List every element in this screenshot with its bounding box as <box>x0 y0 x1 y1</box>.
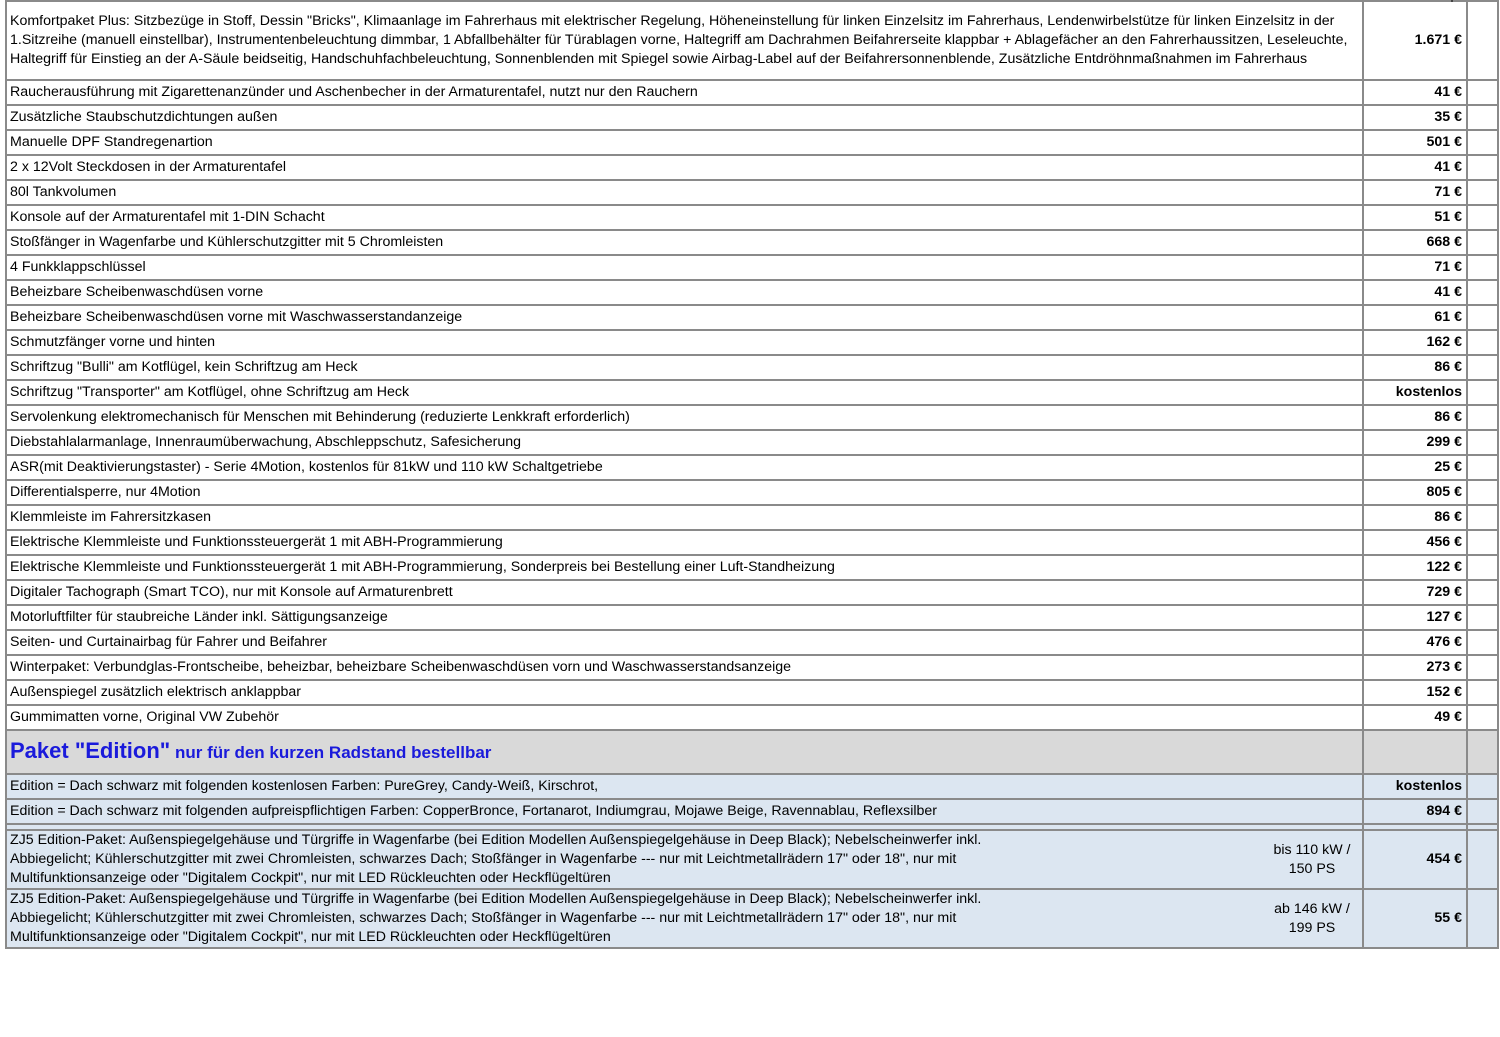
empty-cell <box>1467 330 1498 355</box>
table-row <box>6 655 1498 680</box>
option-description: Außenspiegel zusätzlich elektrisch anklappbar <box>6 680 1363 705</box>
table-row <box>6 80 1498 105</box>
option-description: Seiten- und Curtainairbag für Fahrer und Beifahrer <box>6 630 1363 655</box>
option-description: Edition = Dach schwarz mit folgenden kostenlosen Farben: PureGrey, Candy-Weiß, Kirschrot, <box>6 774 1363 799</box>
option-price: 41 € <box>1363 155 1467 180</box>
option-description-cell <box>6 889 1363 948</box>
option-description: Schriftzug "Transporter" am Kotflügel, ohne Schriftzug am Heck <box>6 380 1363 405</box>
table-row <box>6 580 1498 605</box>
option-description: Elektrische Klemmleiste und Funktionssteuergerät 1 mit ABH-Programmierung <box>6 530 1363 555</box>
empty-cell <box>1467 105 1498 130</box>
option-description: Klemmleiste im Fahrersitzkasen <box>6 505 1363 530</box>
table-row <box>6 455 1498 480</box>
empty-cell <box>1467 630 1498 655</box>
empty-cell <box>1467 774 1498 799</box>
option-description: Digitaler Tachograph (Smart TCO), nur mit Konsole auf Armaturenbrett <box>6 580 1363 605</box>
option-description: Stoßfänger in Wagenfarbe und Kühlerschutzgitter mit 5 Chromleisten <box>6 230 1363 255</box>
empty-cell <box>1467 430 1498 455</box>
option-description: Differentialsperre, nur 4Motion <box>6 480 1363 505</box>
edition-section-header <box>6 730 1498 774</box>
empty-cell <box>1467 705 1498 730</box>
table-row <box>6 889 1498 948</box>
empty-cell <box>1467 130 1498 155</box>
empty-cell <box>1467 180 1498 205</box>
empty-cell <box>1467 530 1498 555</box>
option-price: 454 € <box>1363 830 1467 889</box>
option-price: 41 € <box>1363 280 1467 305</box>
option-description: Beheizbare Scheibenwaschdüsen vorne <box>6 280 1363 305</box>
option-price: 1.671 € <box>1363 1 1467 80</box>
table-row <box>6 330 1498 355</box>
price-list-sheet <box>5 0 1497 949</box>
edition-heading <box>6 730 1363 774</box>
option-price: 61 € <box>1363 305 1467 330</box>
option-price: 55 € <box>1363 889 1467 948</box>
option-price: 668 € <box>1363 230 1467 255</box>
option-description: 2 x 12Volt Steckdosen in der Armaturentafel <box>6 155 1363 180</box>
empty-cell <box>1467 505 1498 530</box>
table-row <box>6 180 1498 205</box>
table-row <box>6 255 1498 280</box>
table-row <box>6 530 1498 555</box>
table-row <box>6 830 1498 889</box>
table-row <box>6 305 1498 330</box>
option-description: 80l Tankvolumen <box>6 180 1363 205</box>
empty-cell <box>1467 255 1498 280</box>
option-description: ZJ5 Edition-Paket: Außenspiegelgehäuse und Türgriffe in Wagenfarbe (bei Edition Modellen Außenspiegelgehäuse in Deep Black); Nebelscheinwerfer inkl. Abbiegelicht; Kühlerschutzgitter mit zwei Chromleisten, schwarzes Dach; Stoßfänger in Wagenfarbe --- nur mit Leichtmetallrädern 17" oder 18", nur mit Multifunktionsanzeige oder "Digitalem Cockpit", nur mit LED Rückleuchten oder Heckflügeltüren <box>10 891 982 945</box>
option-description: Motorluftfilter für staubreiche Länder inkl. Sättigungsanzeige <box>6 605 1363 630</box>
table-row <box>6 355 1498 380</box>
option-description: Schmutzfänger vorne und hinten <box>6 330 1363 355</box>
table-row <box>6 680 1498 705</box>
empty-cell <box>1467 655 1498 680</box>
option-price: 86 € <box>1363 505 1467 530</box>
option-price: 49 € <box>1363 705 1467 730</box>
option-price: 25 € <box>1363 455 1467 480</box>
option-description: Raucherausführung mit Zigarettenanzünder und Aschenbecher in der Armaturentafel, nutzt nur den Rauchern <box>6 80 1363 105</box>
option-price: 894 € <box>1363 799 1467 824</box>
option-price: 86 € <box>1363 405 1467 430</box>
empty-cell <box>1467 305 1498 330</box>
option-price: 299 € <box>1363 430 1467 455</box>
option-description: Konsole auf der Armaturentafel mit 1-DIN Schacht <box>6 205 1363 230</box>
option-price: 41 € <box>1363 80 1467 105</box>
option-description: Elektrische Klemmleiste und Funktionssteuergerät 1 mit ABH-Programmierung, Sonderpreis bei Bestellung einer Luft-Standheizung <box>6 555 1363 580</box>
option-price: 273 € <box>1363 655 1467 680</box>
table-row <box>6 630 1498 655</box>
option-price: 51 € <box>1363 205 1467 230</box>
empty-cell <box>1467 830 1498 889</box>
edition-heading-title: Paket "Edition" <box>10 737 171 763</box>
empty-cell <box>1467 1 1498 80</box>
option-price: 476 € <box>1363 630 1467 655</box>
option-price: kostenlos <box>1363 774 1467 799</box>
empty-cell <box>1467 155 1498 180</box>
empty-cell <box>1467 605 1498 630</box>
empty-cell <box>1467 799 1498 824</box>
table-row <box>6 430 1498 455</box>
table-row <box>6 480 1498 505</box>
empty-cell <box>1467 730 1498 774</box>
option-description: ASR(mit Deaktivierungstaster) - Serie 4Motion, kostenlos für 81kW und 110 kW Schaltgetriebe <box>6 455 1363 480</box>
option-description: Beheizbare Scheibenwaschdüsen vorne mit Waschwasserstandanzeige <box>6 305 1363 330</box>
table-row <box>6 1 1498 80</box>
option-price: kostenlos <box>1363 380 1467 405</box>
table-row <box>6 505 1498 530</box>
empty-cell <box>1467 680 1498 705</box>
option-description: Servolenkung elektromechanisch für Menschen mit Behinderung (reduzierte Lenkkraft erforderlich) <box>6 405 1363 430</box>
empty-cell <box>1467 230 1498 255</box>
option-description-cell <box>6 830 1363 889</box>
empty-cell <box>1467 355 1498 380</box>
option-description: Gummimatten vorne, Original VW Zubehör <box>6 705 1363 730</box>
empty-cell <box>1467 205 1498 230</box>
table-row <box>6 555 1498 580</box>
column-edge-mark <box>1451 0 1459 2</box>
empty-cell <box>1467 580 1498 605</box>
empty-cell <box>1363 730 1467 774</box>
option-price-table <box>5 0 1499 949</box>
engine-power-range: ab 146 kW / 199 PS <box>1274 900 1350 936</box>
option-price: 162 € <box>1363 330 1467 355</box>
option-price: 71 € <box>1363 255 1467 280</box>
option-price: 501 € <box>1363 130 1467 155</box>
edition-heading-note: nur für den kurzen Radstand bestellbar <box>170 742 492 762</box>
option-description: Komfortpaket Plus: Sitzbezüge in Stoff, Dessin "Bricks", Klimaanlage im Fahrerhaus mit elektrischer Regelung, Höheneinstellung für linken Einzelsitz im Fahrerhaus, Lendenwirbelstütze für linken Einzelsitz in der 1.Sitzreihe (manuell einstellbar), Instrumentenbeleuchtung dimmbar, 1 Abfallbehälter für Türablagen vorne, Haltegriff am Dachrahmen Beifahrerseite klappbar + Ablagefächer an den Fahrerhaussitzen, Leseleuchte, Haltegriff für Einstieg an der A-Säule beidseitig, Handschuhfachbeleuchtung, Sonnenblenden mit Spiegel sowie Airbag-Label auf der Beifahrersonnenblende, Zusätzliche Entdröhnmaßnahmen im Fahrerhaus <box>6 1 1363 80</box>
empty-cell <box>1467 480 1498 505</box>
option-price: 805 € <box>1363 480 1467 505</box>
empty-cell <box>1467 280 1498 305</box>
table-row <box>6 105 1498 130</box>
table-row <box>6 230 1498 255</box>
engine-power-range: bis 110 kW / 150 PS <box>1273 841 1351 877</box>
empty-cell <box>1467 80 1498 105</box>
empty-cell <box>1467 555 1498 580</box>
table-row <box>6 705 1498 730</box>
option-price: 35 € <box>1363 105 1467 130</box>
option-description: 4 Funkklappschlüssel <box>6 255 1363 280</box>
table-row <box>6 205 1498 230</box>
option-description: Winterpaket: Verbundglas-Frontscheibe, beheizbar, beheizbare Scheibenwaschdüsen vorn und Waschwasserstandsanzeige <box>6 655 1363 680</box>
option-price: 152 € <box>1363 680 1467 705</box>
table-row <box>6 605 1498 630</box>
option-description: Schriftzug "Bulli" am Kotflügel, kein Schriftzug am Heck <box>6 355 1363 380</box>
option-description: Diebstahlalarmanlage, Innenraumüberwachung, Abschleppschutz, Safesicherung <box>6 430 1363 455</box>
option-price: 122 € <box>1363 555 1467 580</box>
option-description: Edition = Dach schwarz mit folgenden aufpreispflichtigen Farben: CopperBronce, Fortanarot, Indiumgrau, Mojawe Beige, Ravennablau, Reflexsilber <box>6 799 1363 824</box>
table-row <box>6 405 1498 430</box>
option-price: 127 € <box>1363 605 1467 630</box>
table-row <box>6 130 1498 155</box>
table-row <box>6 280 1498 305</box>
table-row <box>6 799 1498 824</box>
option-description: ZJ5 Edition-Paket: Außenspiegelgehäuse und Türgriffe in Wagenfarbe (bei Edition Modellen Außenspiegelgehäuse in Deep Black); Nebelscheinwerfer inkl. Abbiegelicht; Kühlerschutzgitter mit zwei Chromleisten, schwarzes Dach; Stoßfänger in Wagenfarbe --- nur mit Leichtmetallrädern 17" oder 18", nur mit Multifunktionsanzeige oder "Digitalem Cockpit", nur mit LED Rückleuchten oder Heckflügeltüren <box>10 832 982 886</box>
option-price: 71 € <box>1363 180 1467 205</box>
empty-cell <box>1467 889 1498 948</box>
table-row <box>6 155 1498 180</box>
option-price: 729 € <box>1363 580 1467 605</box>
empty-cell <box>1467 455 1498 480</box>
empty-cell <box>1467 380 1498 405</box>
option-description: Zusätzliche Staubschutzdichtungen außen <box>6 105 1363 130</box>
option-description: Manuelle DPF Standregenartion <box>6 130 1363 155</box>
option-price: 86 € <box>1363 355 1467 380</box>
table-row <box>6 380 1498 405</box>
empty-cell <box>1467 405 1498 430</box>
table-row <box>6 774 1498 799</box>
option-price: 456 € <box>1363 530 1467 555</box>
